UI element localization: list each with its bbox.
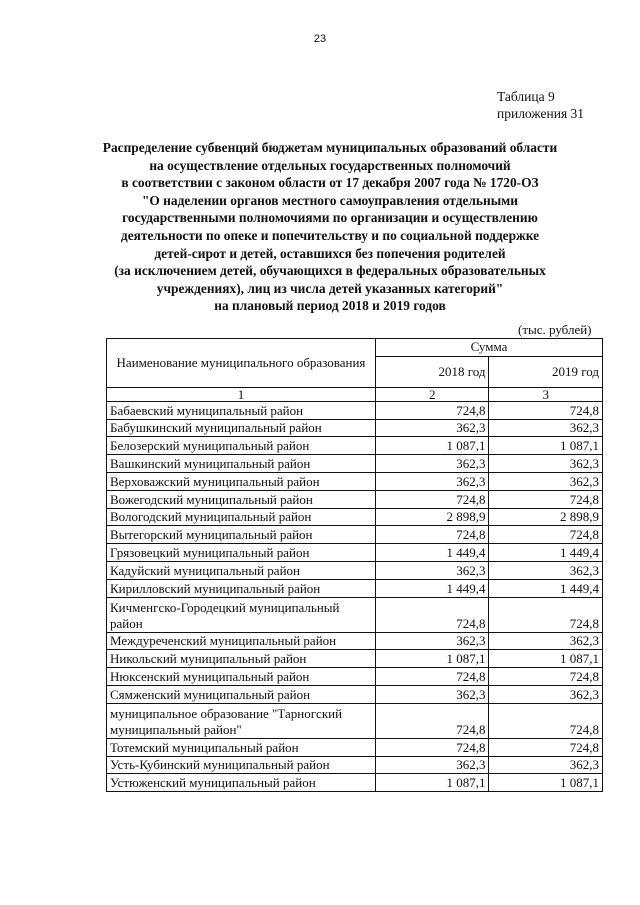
title-line: (за исключением детей, обучающихся в федеральных образовательных — [114, 263, 546, 279]
amount-2018: 362,3 — [375, 685, 489, 703]
municipality-name: Грязовецкий муниципальный район — [107, 544, 376, 562]
amount-2019: 1 087,1 — [489, 650, 603, 668]
amount-2018: 2 898,9 — [375, 508, 489, 526]
title-line: детей-сирот и детей, оставшихся без попечения родителей — [154, 245, 506, 261]
municipality-name: Нюксенский муниципальный район — [107, 668, 376, 686]
amount-2019: 1 449,4 — [489, 544, 603, 562]
amount-2018: 724,8 — [375, 401, 489, 419]
table-row — [107, 703, 603, 738]
amount-2018: 362,3 — [375, 756, 489, 774]
table-row — [107, 419, 603, 437]
amount-2018: 1 449,4 — [375, 579, 489, 597]
amount-2019: 724,8 — [489, 490, 603, 508]
amount-2019: 724,8 — [489, 597, 603, 632]
title-line: государственными полномочиями по организации и осуществлению — [122, 210, 538, 226]
amount-2018: 362,3 — [375, 419, 489, 437]
amount-2018: 724,8 — [375, 703, 489, 738]
amount-2019: 724,8 — [489, 668, 603, 686]
municipality-name: Белозерский муниципальный район — [107, 437, 376, 455]
table-row — [107, 774, 603, 792]
amount-2018: 724,8 — [375, 738, 489, 756]
amount-2019: 724,8 — [489, 703, 603, 738]
column-index: 2 — [375, 387, 489, 401]
amount-2019: 1 449,4 — [489, 579, 603, 597]
header-2019: 2019 год — [489, 356, 603, 387]
amount-2019: 362,3 — [489, 472, 603, 490]
municipality-name: Сямженский муниципальный район — [107, 685, 376, 703]
amount-2018: 1 087,1 — [375, 650, 489, 668]
table-row — [107, 597, 603, 632]
municipality-name: Усть-Кубинский муниципальный район — [107, 756, 376, 774]
amount-2018: 1 087,1 — [375, 774, 489, 792]
amount-2019: 362,3 — [489, 632, 603, 650]
table-row — [107, 526, 603, 544]
municipality-name: Кадуйский муниципальный район — [107, 561, 376, 579]
table-row — [107, 401, 603, 419]
municipality-name: Междуреченский муниципальный район — [107, 632, 376, 650]
column-index: 1 — [107, 387, 376, 401]
amount-2018: 362,3 — [375, 632, 489, 650]
municipality-name: Тотемский муниципальный район — [107, 738, 376, 756]
title-line: учреждениях), лиц из числа детей указанных категорий" — [156, 280, 504, 296]
table-row — [107, 632, 603, 650]
title-line: на плановый период 2018 и 2019 годов — [214, 298, 446, 314]
table-row — [107, 685, 603, 703]
municipality-name: Вытегорский муниципальный район — [107, 526, 376, 544]
amount-2019: 2 898,9 — [489, 508, 603, 526]
amount-2018: 724,8 — [375, 490, 489, 508]
table-row — [107, 756, 603, 774]
amount-2018: 1 449,4 — [375, 544, 489, 562]
title-line: "О наделении органов местного самоуправления отдельными — [141, 192, 519, 208]
municipality-name: Устюженский муниципальный район — [107, 774, 376, 792]
subvention-table — [106, 338, 603, 792]
amount-2019: 362,3 — [489, 756, 603, 774]
table-row — [107, 490, 603, 508]
title-line: Распределение субвенций бюджетам муниципальных образований области — [102, 140, 558, 155]
amount-2019: 1 087,1 — [489, 774, 603, 792]
municipality-name: Никольский муниципальный район — [107, 650, 376, 668]
document-title — [90, 139, 570, 315]
title-line: на осуществление отдельных государственных полномочий — [149, 157, 511, 173]
table-number: Таблица 9 — [497, 89, 555, 104]
column-index: 3 — [489, 387, 603, 401]
amount-2018: 724,8 — [375, 668, 489, 686]
units-label: (тыс. рублей) — [518, 322, 592, 337]
table-row — [107, 579, 603, 597]
municipality-name: Верховажский муниципальный район — [107, 472, 376, 490]
appendix-number: приложения 31 — [497, 106, 585, 121]
municipality-name: Кирилловский муниципальный район — [107, 579, 376, 597]
amount-2018: 362,3 — [375, 455, 489, 473]
amount-2019: 724,8 — [489, 526, 603, 544]
amount-2018: 362,3 — [375, 472, 489, 490]
table-row — [107, 738, 603, 756]
table-row — [107, 437, 603, 455]
amount-2018: 724,8 — [375, 597, 489, 632]
title-line: деятельности по опеке и попечительству и по социальной поддержке — [120, 227, 540, 243]
table-row — [107, 508, 603, 526]
municipality-name: Вожегодский муниципальный район — [107, 490, 376, 508]
amount-2019: 362,3 — [489, 561, 603, 579]
table-row — [107, 668, 603, 686]
amount-2018: 724,8 — [375, 526, 489, 544]
header-sum: Сумма — [375, 339, 602, 357]
header-2018: 2018 год — [375, 356, 489, 387]
amount-2019: 362,3 — [489, 419, 603, 437]
page-number: 23 — [313, 33, 327, 45]
header-name: Наименование муниципального образования — [107, 339, 376, 388]
municipality-name: Вашкинский муниципальный район — [107, 455, 376, 473]
table-row — [107, 544, 603, 562]
table-row — [107, 561, 603, 579]
table-row — [107, 455, 603, 473]
amount-2019: 1 087,1 — [489, 437, 603, 455]
table-row — [107, 650, 603, 668]
municipality-name: Бабушкинский муниципальный район — [107, 419, 376, 437]
amount-2019: 362,3 — [489, 685, 603, 703]
table-reference — [497, 88, 584, 122]
municipality-name: Вологодский муниципальный район — [107, 508, 376, 526]
amount-2019: 362,3 — [489, 455, 603, 473]
amount-2018: 362,3 — [375, 561, 489, 579]
title-line: в соответствии с законом области от 17 декабря 2007 года № 1720-ОЗ — [121, 175, 539, 191]
municipality-name: муниципальное образование "Тарногский муниципальный район" — [107, 703, 376, 738]
table-row — [107, 472, 603, 490]
table-body — [107, 401, 603, 791]
amount-2019: 724,8 — [489, 401, 603, 419]
amount-2019: 724,8 — [489, 738, 603, 756]
municipality-name: Бабаевский муниципальный район — [107, 401, 376, 419]
amount-2018: 1 087,1 — [375, 437, 489, 455]
municipality-name: Кичменгско-Городецкий муниципальный район — [107, 597, 376, 632]
